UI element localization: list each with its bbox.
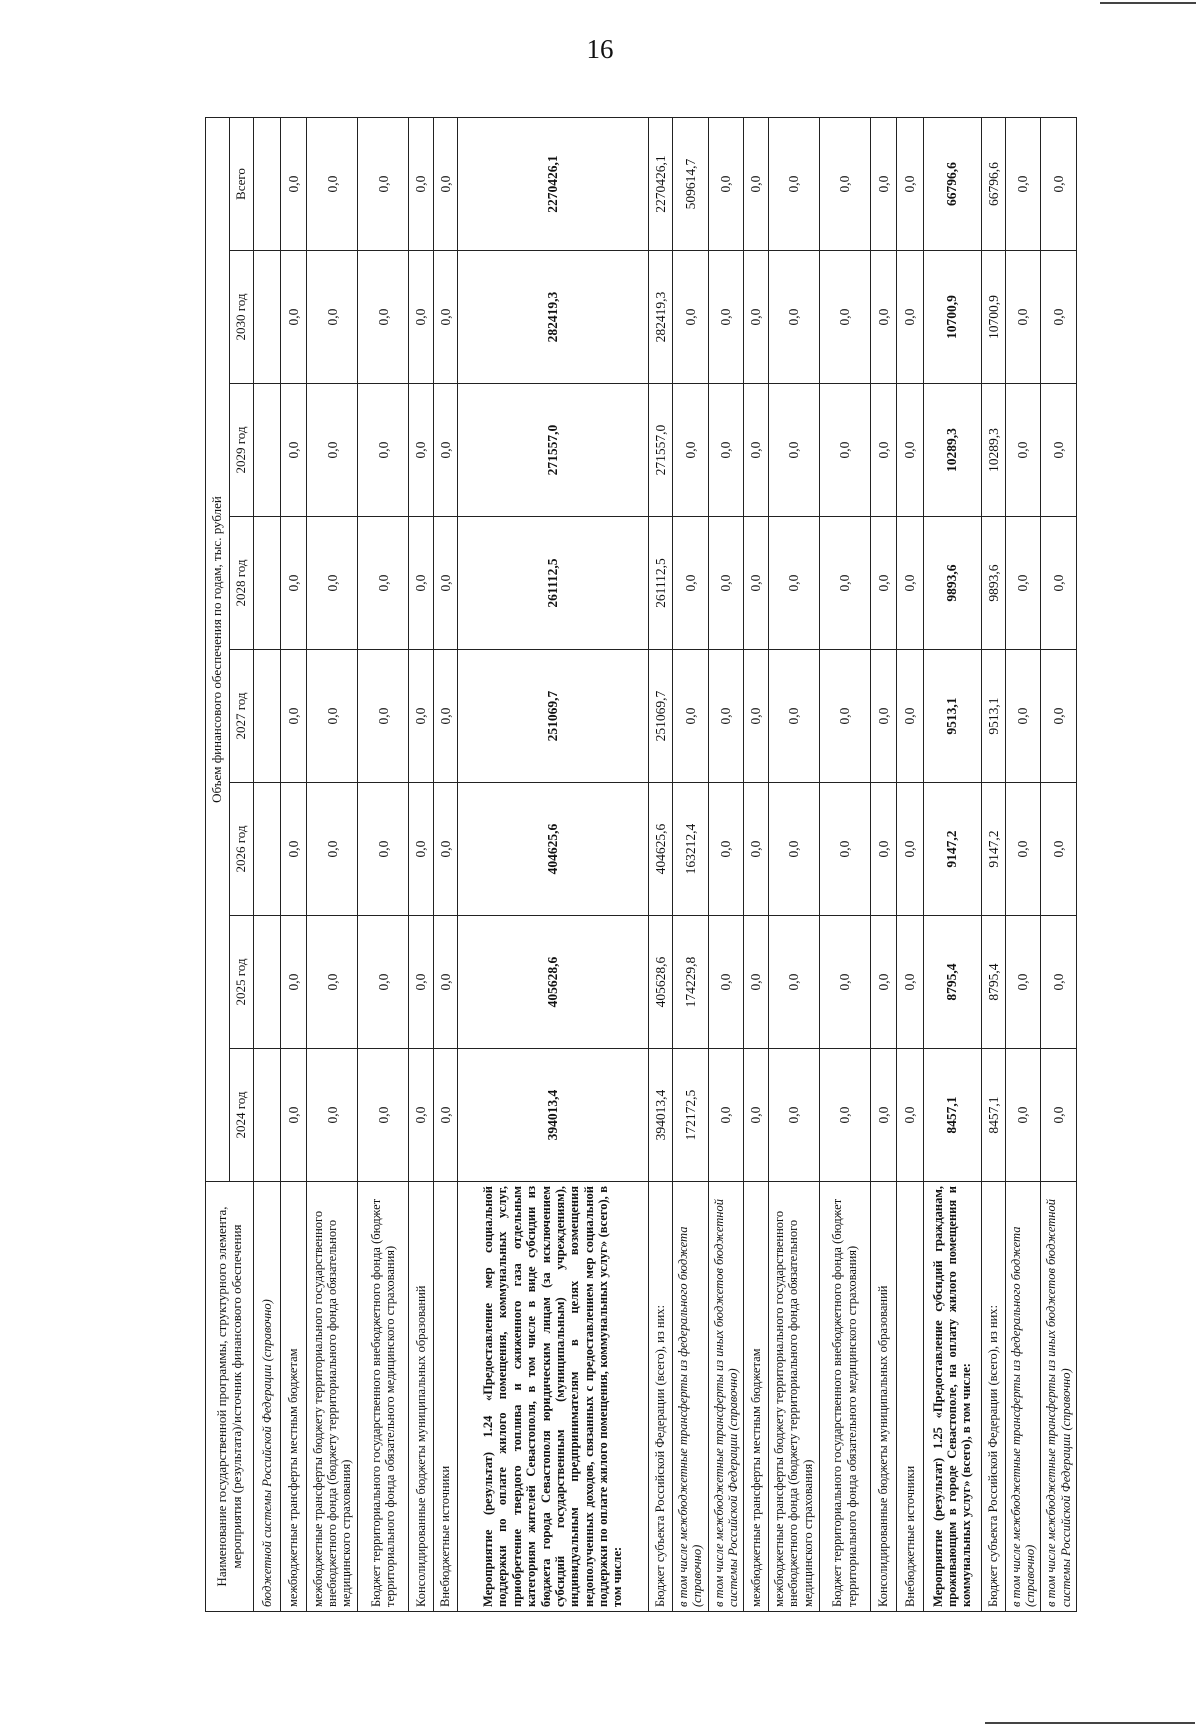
row-year-cell: 0,0 — [768, 650, 819, 783]
row-year-cell: 0,0 — [897, 783, 924, 916]
row-year-cell: 0,0 — [358, 251, 409, 384]
row-year-cell: 0,0 — [409, 517, 433, 650]
row-year-cell: 0,0 — [708, 916, 743, 1049]
row-year-cell: 0,0 — [897, 650, 924, 783]
row-year-cell: 0,0 — [819, 517, 870, 650]
row-total-cell: 0,0 — [1041, 118, 1077, 251]
row-year-cell: 0,0 — [897, 384, 924, 517]
row-year-cell: 0,0 — [1005, 650, 1040, 783]
row-year-cell: 8457,1 — [923, 1049, 981, 1182]
table-row — [433, 118, 457, 1612]
row-year-cell: 405628,6 — [458, 916, 649, 1049]
row-year-cell: 0,0 — [280, 783, 307, 916]
table-row — [409, 118, 433, 1612]
row-label: в том числе межбюджетные трансферты из иных бюджетов бюджетной системы Российской Федерации (справочно) — [1041, 1182, 1077, 1612]
row-year-cell: 0,0 — [870, 1049, 897, 1182]
row-label: межбюджетные трансферты местным бюджетам — [280, 1182, 307, 1612]
row-year-cell: 0,0 — [708, 384, 743, 517]
row-total-cell: 509614,7 — [673, 118, 708, 251]
row-year-cell: 10289,3 — [923, 384, 981, 517]
row-year-cell — [254, 916, 281, 1049]
row-label: Мероприятие (результат) 1.25 «Предоставление субсидий гражданам, проживающим в городе Севастополе, на оплату жилого помещения и коммунальных услуг» (всего), в том числе: — [923, 1182, 981, 1612]
row-year-cell: 0,0 — [897, 1049, 924, 1182]
row-year-cell: 0,0 — [744, 916, 768, 1049]
row-year-cell: 0,0 — [708, 650, 743, 783]
row-year-cell: 0,0 — [433, 916, 457, 1049]
row-year-cell: 0,0 — [819, 384, 870, 517]
row-total-cell: 0,0 — [744, 118, 768, 251]
row-year-cell: 0,0 — [819, 916, 870, 1049]
table-row — [358, 118, 409, 1612]
row-year-cell: 0,0 — [307, 1049, 358, 1182]
row-year-cell: 0,0 — [1005, 517, 1040, 650]
row-year-cell — [254, 783, 281, 916]
row-total-cell: 0,0 — [280, 118, 307, 251]
table-row — [1005, 118, 1040, 1612]
row-total-cell — [254, 118, 281, 251]
row-year-cell: 0,0 — [307, 650, 358, 783]
row-label: Бюджет территориального государственного внебюджетного фонда (бюджет территориального фонда обязательного медицинского страхования) — [819, 1182, 870, 1612]
header-year: 2030 год — [230, 251, 254, 384]
row-year-cell: 0,0 — [744, 251, 768, 384]
table-row — [897, 118, 924, 1612]
row-year-cell: 0,0 — [819, 650, 870, 783]
row-year-cell: 0,0 — [433, 650, 457, 783]
row-year-cell: 0,0 — [1005, 1049, 1040, 1182]
row-total-cell: 0,0 — [307, 118, 358, 251]
row-year-cell: 9513,1 — [923, 650, 981, 783]
row-label: бюджетной системы Российской Федерации (справочно) — [254, 1182, 281, 1612]
page-number: 16 — [586, 34, 614, 64]
header-year: 2025 год — [230, 916, 254, 1049]
row-year-cell: 261112,5 — [648, 517, 672, 650]
header-year: 2028 год — [230, 517, 254, 650]
row-year-cell: 0,0 — [307, 517, 358, 650]
row-year-cell: 0,0 — [673, 251, 708, 384]
row-year-cell: 0,0 — [409, 650, 433, 783]
row-year-cell: 0,0 — [358, 517, 409, 650]
row-year-cell: 0,0 — [768, 916, 819, 1049]
row-year-cell: 0,0 — [433, 251, 457, 384]
row-year-cell: 0,0 — [433, 1049, 457, 1182]
row-year-cell: 0,0 — [744, 384, 768, 517]
row-year-cell: 0,0 — [768, 251, 819, 384]
row-total-cell: 66796,6 — [923, 118, 981, 251]
table-row — [981, 118, 1005, 1612]
row-year-cell: 0,0 — [768, 517, 819, 650]
row-year-cell: 394013,4 — [458, 1049, 649, 1182]
row-year-cell: 0,0 — [307, 916, 358, 1049]
row-year-cell: 0,0 — [1041, 517, 1077, 650]
row-year-cell: 0,0 — [358, 384, 409, 517]
row-year-cell: 0,0 — [409, 384, 433, 517]
row-year-cell: 0,0 — [708, 783, 743, 916]
row-year-cell: 0,0 — [358, 783, 409, 916]
table-body — [254, 118, 1077, 1612]
row-year-cell: 0,0 — [870, 251, 897, 384]
header-total: Всего — [230, 118, 254, 251]
row-year-cell — [254, 650, 281, 783]
row-year-cell: 0,0 — [897, 251, 924, 384]
row-year-cell: 0,0 — [708, 517, 743, 650]
row-year-cell: 0,0 — [708, 1049, 743, 1182]
row-year-cell: 0,0 — [897, 916, 924, 1049]
header-volume-group: Объем финансового обеспечения по годам, тыс. рублей — [206, 118, 230, 1182]
row-total-cell: 66796,6 — [981, 118, 1005, 251]
row-year-cell: 10700,9 — [923, 251, 981, 384]
row-year-cell: 0,0 — [1041, 916, 1077, 1049]
row-total-cell: 0,0 — [819, 118, 870, 251]
row-year-cell: 0,0 — [280, 916, 307, 1049]
row-year-cell: 404625,6 — [458, 783, 649, 916]
row-year-cell: 0,0 — [768, 1049, 819, 1182]
row-year-cell: 10700,9 — [981, 251, 1005, 384]
row-year-cell: 0,0 — [819, 1049, 870, 1182]
table-row — [307, 118, 358, 1612]
row-year-cell: 0,0 — [870, 916, 897, 1049]
row-year-cell: 9513,1 — [981, 650, 1005, 783]
table-row — [280, 118, 307, 1612]
row-year-cell: 0,0 — [409, 1049, 433, 1182]
row-year-cell: 163212,4 — [673, 783, 708, 916]
row-label: в том числе межбюджетные трансферты из федерального бюджета (справочно) — [1005, 1182, 1040, 1612]
row-year-cell: 9147,2 — [923, 783, 981, 916]
table-row — [673, 118, 708, 1612]
table-row — [744, 118, 768, 1612]
row-label: Внебюджетные источники — [897, 1182, 924, 1612]
row-label: Бюджет субъекта Российской Федерации (всего), из них: — [981, 1182, 1005, 1612]
table-row — [819, 118, 870, 1612]
row-label: Бюджет территориального государственного внебюджетного фонда (бюджет территориального фонда обязательного медицинского страхования) — [358, 1182, 409, 1612]
row-label: межбюджетные трансферты местным бюджетам — [744, 1182, 768, 1612]
row-year-cell: 0,0 — [673, 384, 708, 517]
header-year: 2027 год — [230, 650, 254, 783]
row-year-cell: 0,0 — [307, 251, 358, 384]
row-year-cell: 0,0 — [870, 517, 897, 650]
row-year-cell: 0,0 — [409, 916, 433, 1049]
row-year-cell — [254, 517, 281, 650]
row-year-cell: 8795,4 — [981, 916, 1005, 1049]
row-total-cell: 0,0 — [433, 118, 457, 251]
row-year-cell — [254, 1049, 281, 1182]
row-year-cell: 282419,3 — [458, 251, 649, 384]
row-year-cell: 0,0 — [433, 783, 457, 916]
row-year-cell: 271557,0 — [648, 384, 672, 517]
row-year-cell: 0,0 — [409, 251, 433, 384]
table-row — [254, 118, 281, 1612]
row-year-cell: 0,0 — [1041, 783, 1077, 916]
row-year-cell: 0,0 — [870, 384, 897, 517]
row-year-cell: 0,0 — [280, 1049, 307, 1182]
row-year-cell: 0,0 — [870, 783, 897, 916]
row-total-cell: 2270426,1 — [458, 118, 649, 251]
row-year-cell: 0,0 — [744, 650, 768, 783]
row-year-cell: 0,0 — [1005, 783, 1040, 916]
row-year-cell: 9147,2 — [981, 783, 1005, 916]
row-year-cell: 0,0 — [280, 384, 307, 517]
row-year-cell: 0,0 — [768, 783, 819, 916]
header-year: 2024 год — [230, 1049, 254, 1182]
row-year-cell: 0,0 — [1041, 251, 1077, 384]
row-year-cell: 0,0 — [433, 384, 457, 517]
table-row — [708, 118, 743, 1612]
row-year-cell — [254, 251, 281, 384]
row-year-cell: 0,0 — [307, 384, 358, 517]
header-year: 2026 год — [230, 783, 254, 916]
row-year-cell: 0,0 — [744, 1049, 768, 1182]
row-year-cell: 0,0 — [673, 650, 708, 783]
table-row — [1041, 118, 1077, 1612]
row-year-cell: 251069,7 — [648, 650, 672, 783]
bottom-right-scan-mark — [985, 1722, 1195, 1724]
row-year-cell: 261112,5 — [458, 517, 649, 650]
row-year-cell: 0,0 — [819, 251, 870, 384]
row-year-cell: 0,0 — [358, 1049, 409, 1182]
row-year-cell: 271557,0 — [458, 384, 649, 517]
row-year-cell: 0,0 — [433, 517, 457, 650]
row-year-cell: 282419,3 — [648, 251, 672, 384]
table-row — [768, 118, 819, 1612]
row-year-cell: 0,0 — [897, 517, 924, 650]
table-row — [458, 118, 649, 1612]
row-label: межбюджетные трансферты бюджету территориального государственного внебюджетного фонда (бюджету территориального фонда обязательного медицинского страхования) — [307, 1182, 358, 1612]
header-year: 2029 год — [230, 384, 254, 517]
row-year-cell: 0,0 — [1041, 650, 1077, 783]
row-total-cell: 0,0 — [409, 118, 433, 251]
row-year-cell: 0,0 — [768, 384, 819, 517]
row-label: Мероприятие (результат) 1.24 «Предоставление мер социальной поддержки по оплате жилого помещения, коммунальных услуг, приобретение твердого топлива и сжиженного газа отдельным категориям жителей Севастополя, в том числе в виде субсидии из бюджета города Севастополя юридическим лицам (за исключением субсидий государственным (муниципальным) учреждениям), индивидуальным предпринимателям в целях возмещения недополученных доходов, связанных с предоставлением мер социальной поддержки по оплате жилого помещения, коммунальных услуг» (всего), в том числе: — [458, 1182, 649, 1612]
row-year-cell: 0,0 — [744, 783, 768, 916]
row-year-cell — [254, 384, 281, 517]
row-year-cell: 0,0 — [708, 251, 743, 384]
table-row — [870, 118, 897, 1612]
row-year-cell: 9893,6 — [981, 517, 1005, 650]
row-year-cell: 251069,7 — [458, 650, 649, 783]
row-year-cell: 0,0 — [307, 783, 358, 916]
row-label: Бюджет субъекта Российской Федерации (всего), из них: — [648, 1182, 672, 1612]
row-total-cell: 0,0 — [897, 118, 924, 251]
row-year-cell: 0,0 — [280, 251, 307, 384]
row-year-cell: 0,0 — [673, 517, 708, 650]
row-total-cell: 0,0 — [358, 118, 409, 251]
row-year-cell: 0,0 — [409, 783, 433, 916]
row-year-cell: 0,0 — [1041, 384, 1077, 517]
row-year-cell: 10289,3 — [981, 384, 1005, 517]
row-label: в том числе межбюджетные трансферты из иных бюджетов бюджетной системы Российской Федерации (справочно) — [708, 1182, 743, 1612]
row-label: Консолидированные бюджеты муниципальных образований — [870, 1182, 897, 1612]
row-year-cell: 405628,6 — [648, 916, 672, 1049]
rotated-table-container — [205, 117, 1077, 1612]
row-year-cell: 172172,5 — [673, 1049, 708, 1182]
row-year-cell: 394013,4 — [648, 1049, 672, 1182]
row-year-cell: 0,0 — [1005, 916, 1040, 1049]
row-label: Внебюджетные источники — [433, 1182, 457, 1612]
table-row — [923, 118, 981, 1612]
row-year-cell: 0,0 — [280, 650, 307, 783]
row-total-cell: 0,0 — [708, 118, 743, 251]
row-total-cell: 2270426,1 — [648, 118, 672, 251]
row-year-cell: 174229,8 — [673, 916, 708, 1049]
row-label: Консолидированные бюджеты муниципальных образований — [409, 1182, 433, 1612]
row-year-cell: 404625,6 — [648, 783, 672, 916]
financing-table — [205, 117, 1077, 1612]
row-year-cell: 0,0 — [358, 650, 409, 783]
row-year-cell: 9893,6 — [923, 517, 981, 650]
row-total-cell: 0,0 — [1005, 118, 1040, 251]
row-year-cell: 0,0 — [1005, 384, 1040, 517]
row-year-cell: 0,0 — [870, 650, 897, 783]
top-right-scan-mark — [1100, 2, 1196, 4]
row-year-cell: 0,0 — [744, 517, 768, 650]
row-year-cell: 0,0 — [819, 783, 870, 916]
header-name-column: Наименование государственной программы, структурного элемента, мероприятия (результата)/источник финансового обеспечения — [206, 1182, 254, 1612]
row-year-cell: 8795,4 — [923, 916, 981, 1049]
table-row — [648, 118, 672, 1612]
row-year-cell: 0,0 — [1005, 251, 1040, 384]
row-total-cell: 0,0 — [870, 118, 897, 251]
row-year-cell: 0,0 — [1041, 1049, 1077, 1182]
row-label: в том числе межбюджетные трансферты из федерального бюджета (справочно) — [673, 1182, 708, 1612]
row-total-cell: 0,0 — [768, 118, 819, 251]
row-year-cell: 8457,1 — [981, 1049, 1005, 1182]
row-label: межбюджетные трансферты бюджету территориального государственного внебюджетного фонда (бюджету территориального фонда обязательного медицинского страхования) — [768, 1182, 819, 1612]
row-year-cell: 0,0 — [358, 916, 409, 1049]
row-year-cell: 0,0 — [280, 517, 307, 650]
